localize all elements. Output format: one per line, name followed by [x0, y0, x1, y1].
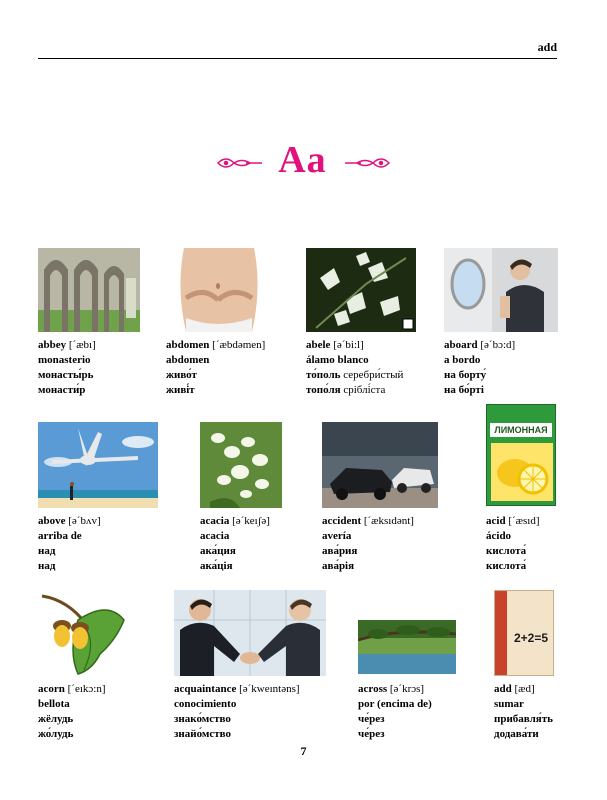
russian-translation: ава́рия: [322, 545, 358, 557]
russian-translation: че́рез: [358, 713, 385, 725]
ukrainian-translation: ака́ція: [200, 560, 233, 572]
entry-across: [358, 620, 476, 740]
entry-add: [494, 590, 584, 740]
entry-aboard: [444, 248, 562, 396]
ukrainian-translation-extra: сріблі́ста: [343, 384, 386, 396]
spanish-translation: acacia: [200, 530, 230, 542]
ukrainian-translation: ава́рія: [322, 560, 355, 572]
russian-translation: жёлудь: [38, 713, 74, 725]
page-number: 7: [300, 744, 307, 758]
spanish-translation: por (encima de): [358, 698, 432, 710]
abbey-illustration: [38, 248, 140, 332]
transcription: [ˊæbdəmen]: [212, 339, 266, 351]
running-head: add: [537, 40, 557, 54]
aboard-illustration: [444, 248, 558, 332]
entry-acquaintance: [174, 590, 334, 740]
spanish-translation: conocimiento: [174, 698, 237, 710]
spanish-translation: a bordo: [444, 354, 481, 366]
abele-illustration: [306, 248, 416, 332]
russian-translation: на борту́: [444, 369, 487, 381]
spanish-translation: avería: [322, 530, 352, 542]
ukrainian-translation: монасти́р: [38, 384, 86, 396]
add-illustration: [494, 590, 554, 676]
left-ornament-icon: [216, 155, 262, 171]
add-book-text: 2+2=5: [513, 631, 549, 645]
ukrainian-translation: жо́лудь: [38, 728, 74, 740]
headword: aboard: [444, 339, 478, 351]
transcription: [əˊbʌv]: [68, 515, 101, 527]
transcription: [əˊkweıntəns]: [239, 683, 300, 695]
russian-translation: монасты́рь: [38, 369, 94, 381]
russian-translation-extra: серебри́стый: [343, 369, 404, 381]
acacia-illustration: [200, 422, 282, 508]
right-ornament-icon: [345, 155, 391, 171]
headword: acorn: [38, 683, 65, 695]
headword: acacia: [200, 515, 230, 527]
spanish-translation: monasterio: [38, 354, 91, 366]
ukrainian-translation: знайо́мство: [174, 728, 232, 740]
headword: abbey: [38, 339, 67, 351]
transcription: [əˊbi:l]: [333, 339, 364, 351]
headword: abdomen: [166, 339, 210, 351]
russian-translation: знако́мство: [174, 713, 231, 725]
header-rule: [38, 58, 557, 59]
acquaintance-illustration: [174, 590, 326, 676]
transcription: [ˊæbı]: [68, 339, 96, 351]
headword: acid: [486, 515, 506, 527]
transcription: [ˊæksıdənt]: [363, 515, 414, 527]
ukrainian-translation: додава́ти: [494, 728, 539, 740]
ukrainian-translation: кислота́: [486, 560, 527, 572]
ukrainian-translation: на бо́рті: [444, 384, 484, 396]
russian-translation: кислота́: [486, 545, 527, 557]
entry-accident: [322, 422, 448, 572]
entry-acorn: [38, 590, 148, 740]
entry-above: [38, 422, 162, 572]
acorn-illustration: [38, 590, 128, 676]
headword: abele: [306, 339, 331, 351]
transcription: [əˊkeıʃə]: [232, 515, 270, 527]
spanish-translation: sumar: [494, 698, 524, 710]
spanish-translation: álamo blanco: [306, 354, 369, 366]
acid-illustration: [486, 404, 556, 506]
lemon-icon: [491, 443, 553, 501]
ukrainian-translation: топо́ля: [306, 384, 341, 396]
spanish-translation: ácido: [486, 530, 512, 542]
letter-heading: [0, 138, 607, 182]
russian-translation: живо́т: [166, 369, 197, 381]
transcription: [əˊbɔ:d]: [480, 339, 516, 351]
transcription: [æd]: [514, 683, 535, 695]
headword: above: [38, 515, 66, 527]
entry-acacia: [200, 422, 310, 572]
spanish-translation: bellota: [38, 698, 70, 710]
transcription: [ˊæsıd]: [508, 515, 540, 527]
spanish-translation: arriba de: [38, 530, 82, 542]
russian-translation: то́поль: [306, 369, 341, 381]
acid-package-label: ЛИМОННАЯ: [490, 423, 552, 437]
accident-illustration: [322, 422, 438, 508]
entry-abdomen: [166, 248, 286, 396]
russian-translation: прибавля́ть: [494, 713, 553, 725]
headword: across: [358, 683, 388, 695]
transcription: [əˊkrɔs]: [389, 683, 425, 695]
russian-translation: над: [38, 545, 56, 557]
headword: add: [494, 683, 512, 695]
ukrainian-translation: че́рез: [358, 728, 385, 740]
ukrainian-translation: над: [38, 560, 56, 572]
across-illustration: [358, 620, 456, 674]
entry-acid: [486, 404, 576, 572]
spanish-translation: abdomen: [166, 354, 210, 366]
headword: acquaintance: [174, 683, 237, 695]
above-illustration: [38, 422, 158, 508]
headword: accident: [322, 515, 362, 527]
transcription: [ˊeıkɔ:n]: [67, 683, 106, 695]
section-letter: Aa: [278, 139, 327, 181]
abdomen-illustration: [166, 248, 270, 332]
entry-abele: [306, 248, 436, 396]
russian-translation: ака́ция: [200, 545, 236, 557]
ukrainian-translation: живі́т: [166, 384, 195, 396]
entry-abbey: [38, 248, 148, 396]
